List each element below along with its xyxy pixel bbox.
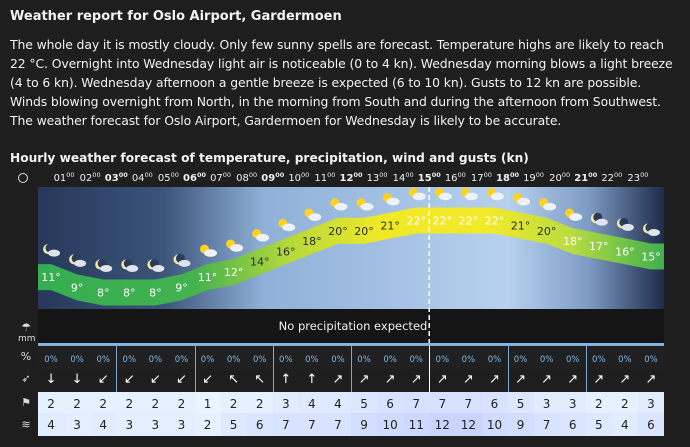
wind-speed-cell: 7 [464,397,473,411]
precip-probability-cell: 0% [383,355,397,365]
hour-label: $23^{00}$ [627,171,649,184]
gust-cell: 5 [229,418,238,432]
hourly-forecast-title: Hourly weather forecast of temperature, precipitation, wind and gusts (kn) [10,151,529,165]
temperature-label: 14° [249,255,270,269]
wind-speed-cell: 2 [177,397,186,411]
wind-direction-arrow: ↖ [228,372,240,387]
precip-probability-cell: 0% [96,355,110,365]
gust-cell: 7 [334,418,342,432]
wind-speed-cell: 4 [308,397,316,411]
precip-probability-cell: 0% [331,355,345,365]
gust-cell: 9 [516,418,525,432]
wind-speed-cell: 2 [621,397,629,411]
row-separator [351,369,352,392]
wind-speed-cell: 2 [47,397,55,411]
row-separator [116,346,117,370]
wind-speed-cell: 2 [594,397,603,411]
precip-probability-cell: 0% [148,355,163,365]
gust-cell: 7 [542,418,551,432]
no-precipitation-text: No precipitation expected [278,319,428,333]
wind-direction-arrow: ↗ [593,372,605,387]
wind-direction-row [38,369,664,392]
wind-direction-arrow: ↖ [254,372,266,387]
wind-speed-cell: 2 [255,397,264,411]
gust-cell: 6 [568,418,577,432]
hour-label: $07^{00}$ [210,171,232,184]
precip-probability-cell: 0% [618,355,632,365]
hour-label: $10^{00}$ [288,171,310,184]
wind-direction-arrow: ↑ [306,372,318,387]
hour-label: $17^{00}$ [470,171,492,184]
hour-axis [0,171,690,187]
row-separator [195,346,196,370]
row-separator [429,369,430,392]
precip-probability-cell: 0% [357,355,371,365]
probability-icon: % [20,350,32,363]
hour-label: $20^{00}$ [549,171,571,184]
wind-direction-arrow: ↗ [384,372,396,387]
hour-label: $14^{00}$ [392,171,414,184]
precip-probability-cell: 0% [279,355,293,365]
gust-cell: 7 [308,418,316,432]
wind-speed-cell: 3 [647,397,655,411]
wind-speed-cell: 7 [412,397,421,411]
precip-probability-cell: 0% [565,355,580,365]
page-title: Weather report for Oslo Airport, Gardermoen [10,9,342,24]
wind-direction-arrow: ↙ [149,372,161,387]
wind-direction-arrow: ↓ [71,372,83,387]
hour-label: $22^{00}$ [601,171,623,184]
gust-cell: 2 [203,418,212,432]
hour-label: $12^{00}$ [339,171,363,184]
wind-direction-icon: ➶ [21,372,31,385]
wind-speed-cell: 2 [99,397,108,411]
wind-speed-cell: 5 [360,397,368,411]
precipitation-unit: mm [18,334,36,344]
wind-direction-arrow: ↗ [489,372,500,387]
gust-cell: 3 [177,418,186,432]
temperature-label: 9° [70,281,84,295]
gust-row [38,413,664,436]
row-separator [508,346,509,370]
temperature-label: 17° [589,240,609,254]
hour-label: $16^{00}$ [444,171,466,184]
temperature-label: 16° [615,245,635,259]
wind-speed-icon: ⚑ [21,396,31,409]
wind-speed-row [38,392,664,413]
precip-probability-cell: 0% [174,355,189,365]
gust-cell: 3 [73,418,81,432]
wind-speed-cell: 2 [229,397,238,411]
hour-label: $11^{00}$ [314,171,336,184]
gust-cell: 5 [594,418,603,432]
precip-probability-cell: 0% [461,355,476,365]
wind-direction-arrow: ↗ [358,372,370,387]
wind-direction-arrow: ↗ [515,372,526,387]
wind-speed-cell: 6 [386,397,394,411]
temperature-label: 22° [458,214,479,228]
gust-cell: 3 [125,418,134,432]
gust-cell: 7 [281,418,290,432]
row-separator [273,346,274,370]
gust-cell: 4 [99,418,108,432]
precip-probability-cell: 0% [644,355,658,365]
gust-cell: 4 [621,418,629,432]
gust-icon: ≋ [21,418,31,431]
wind-direction-arrow: ↙ [176,372,187,387]
hour-label: $04^{00}$ [131,171,153,184]
row-separator [508,369,509,392]
temperature-label: 11° [197,271,218,285]
temperature-chart [38,187,664,345]
wind-direction-arrow: ↗ [332,372,344,387]
precip-probability-cell: 0% [435,355,450,365]
row-separator [586,369,587,392]
precip-probability-cell: 0% [200,355,215,365]
wind-speed-cell: 7 [438,397,447,411]
wind-speed-cell: 1 [203,397,212,411]
wind-direction-arrow: ↙ [202,372,213,387]
wind-speed-cell: 2 [125,397,134,411]
temperature-label: 21° [380,219,400,233]
hour-label: $18^{00}$ [496,171,519,184]
temperature-label: 20° [354,224,374,238]
wind-direction-arrow: ↗ [410,372,422,387]
precip-probability-cell: 0% [252,355,267,365]
temperature-label: 20° [328,224,348,238]
wind-speed-cell: 2 [73,397,81,411]
gust-cell: 10 [486,418,503,432]
precip-probability-cell: 0% [226,355,241,365]
row-separator [195,369,196,392]
precip-probability-cell: 0% [592,355,606,365]
row-separator [273,369,274,392]
precipitation-icon: ☂ [21,321,31,334]
wind-direction-arrow: ↗ [462,372,474,387]
wind-direction-arrow: ↙ [97,372,109,387]
wind-direction-arrow: ↑ [280,372,292,387]
temperature-label: 15° [641,250,661,264]
temperature-label: 22° [484,214,505,228]
hour-label: $19^{00}$ [523,171,545,184]
temperature-label: 16° [276,245,296,259]
precip-probability-cell: 0% [70,355,84,365]
precip-probability-cell: 0% [487,355,502,365]
precip-probability-cell: 0% [409,355,423,365]
wind-speed-cell: 3 [542,397,551,411]
hour-label: $09^{00}$ [261,171,285,184]
wind-direction-arrow: ↗ [645,372,657,387]
row-separator [429,346,430,370]
temperature-label: 11° [41,271,61,285]
hour-label: $03^{00}$ [104,171,128,184]
row-separator [586,346,587,370]
temperature-label: 22° [432,214,453,228]
wind-direction-arrow: ↗ [567,372,579,387]
wind-speed-cell: 5 [516,397,525,411]
forecast-summary: The whole day it is mostly cloudy. Only few sunny spells are forecast. Temperature highs are likely to reach 22 °C. Overnight into Wednesday light air is noticeable (0 to 4 kn). Wednesday morning blows a light breeze (4 to 6 kn). Wednesday afternoon a gentle breeze is expected (6 to 10 kn). Gusts to 12 kn are possible. Winds blowing overnight from North, in the morning from South and during the afternoon from Southwest. The weather forecast for Oslo Airport, Gardermoen for Wednesday is likely to be accurate. [10,37,673,128]
gust-cell: 11 [408,418,424,432]
temperature-label: 12° [223,265,244,279]
row-separator [351,346,352,370]
hour-label: $02^{00}$ [79,171,101,184]
precip-probability-cell: 0% [513,355,528,365]
gust-cell: 3 [151,418,160,432]
temperature-label: 20° [536,224,557,238]
hour-label: $01^{00}$ [53,171,75,184]
temperature-label: 21° [510,219,531,233]
temperature-label: 8° [123,286,136,300]
precip-probability-cell: 0% [44,355,58,365]
precip-probability-cell: 0% [122,355,137,365]
temperature-label: 8° [96,286,110,300]
hour-label: $15^{00}$ [417,171,441,184]
hour-label: $21^{00}$ [574,171,598,184]
wind-speed-cell: 3 [568,397,577,411]
temperature-label: 22° [406,214,426,228]
gust-cell: 6 [647,418,655,432]
hour-label: $13^{00}$ [366,171,388,184]
wind-direction-arrow: ↗ [436,372,448,387]
wind-direction-arrow: ↗ [541,372,553,387]
row-separator [116,369,117,392]
wind-speed-cell: 2 [151,397,160,411]
temperature-label: 9° [175,281,188,295]
temperature-label: 8° [149,286,162,300]
gust-cell: 4 [47,418,55,432]
temperature-label: 18° [562,235,583,249]
wind-speed-cell: 6 [490,397,499,411]
precip-probability-cell: 0% [539,355,554,365]
wind-speed-cell: 4 [334,397,342,411]
wind-direction-arrow: ↓ [45,372,57,387]
precip-probability-cell: 0% [305,355,319,365]
hour-label: $08^{00}$ [236,171,258,184]
hour-label: $05^{00}$ [157,171,179,184]
gust-cell: 10 [382,418,398,432]
hour-label: $06^{00}$ [183,171,206,184]
wind-direction-arrow: ↙ [123,372,135,387]
gust-cell: 12 [434,418,450,432]
gust-cell: 6 [255,418,264,432]
wind-speed-cell: 3 [281,397,290,411]
gust-cell: 12 [460,418,477,432]
precip-probability-row [38,345,664,370]
wind-direction-arrow: ↗ [619,372,631,387]
gust-cell: 9 [360,418,368,432]
temperature-label: 18° [302,235,322,249]
